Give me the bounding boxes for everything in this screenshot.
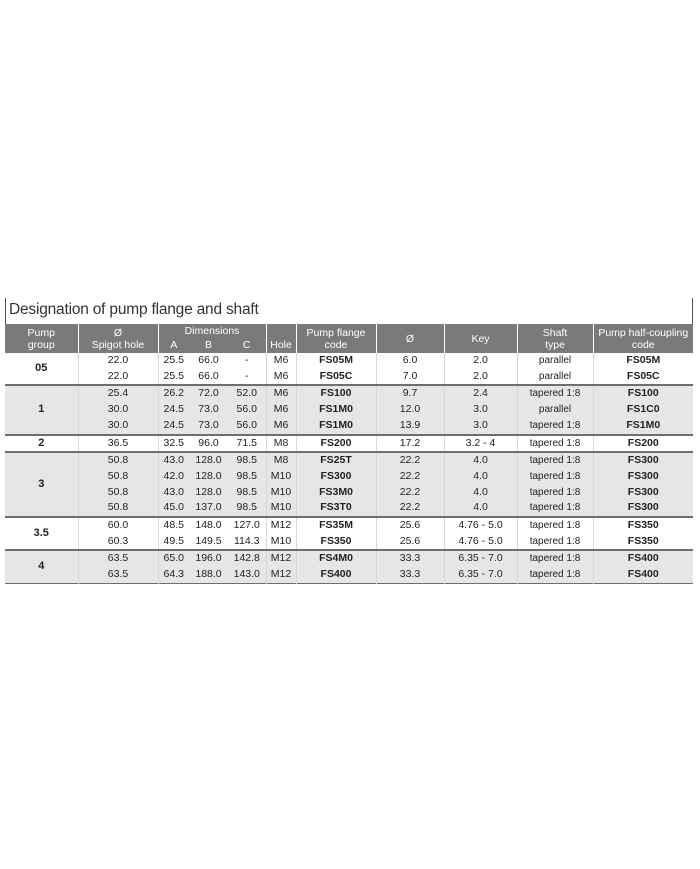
shaft-type-cell: parallel	[517, 369, 593, 386]
coupling-code-cell: FS400	[593, 567, 693, 583]
flange-code-cell: FS05M	[296, 353, 376, 369]
header-dim-b: B	[205, 339, 213, 351]
flange-code-cell: FS300	[296, 469, 376, 485]
diameter-cell: 22.2	[376, 500, 444, 517]
table-panel	[5, 298, 693, 581]
diameter-cell: 13.9	[376, 418, 444, 435]
dim-c-cell: 56.0	[228, 402, 266, 418]
pump-group-cell: 05	[5, 353, 78, 385]
hole-cell: M10	[266, 534, 296, 551]
hole-cell: M10	[266, 469, 296, 485]
flange-code-cell: FS350	[296, 534, 376, 551]
hole-cell: M6	[266, 418, 296, 435]
dim-c-cell: 98.5	[228, 469, 266, 485]
pump-group-cell: 3.5	[5, 517, 78, 550]
flange-code-cell: FS1M0	[296, 418, 376, 435]
header-coupling-line1: Pump half-coupling	[598, 326, 689, 339]
dim-a-cell: 49.5	[158, 534, 189, 551]
header-dimensions	[158, 324, 266, 353]
dim-b-cell: 128.0	[189, 469, 228, 485]
hole-cell: M6	[266, 353, 296, 369]
hole-cell: M6	[266, 385, 296, 402]
dim-c-cell: 98.5	[228, 500, 266, 517]
dim-c-cell: -	[228, 353, 266, 369]
shaft-type-cell: tapered 1:8	[517, 517, 593, 534]
header-flange-line2: code	[324, 338, 348, 351]
header-spigot-line1: Ø	[113, 326, 123, 339]
spigot-cell: 60.0	[78, 517, 158, 534]
diameter-cell: 22.2	[376, 469, 444, 485]
key-cell: 3.0	[444, 418, 517, 435]
coupling-code-cell: FS350	[593, 534, 693, 551]
hole-cell: M8	[266, 435, 296, 453]
dim-b-cell: 149.5	[189, 534, 228, 551]
diameter-cell: 25.6	[376, 534, 444, 551]
dim-b-cell: 128.0	[189, 452, 228, 469]
table-row	[5, 353, 693, 369]
dim-a-cell: 65.0	[158, 550, 189, 567]
hole-cell: M6	[266, 369, 296, 386]
coupling-code-cell: FS300	[593, 485, 693, 501]
key-cell: 4.0	[444, 485, 517, 501]
dim-c-cell: 143.0	[228, 567, 266, 583]
dim-c-cell: 56.0	[228, 418, 266, 435]
spigot-cell: 50.8	[78, 485, 158, 501]
header-dim-a: A	[170, 339, 178, 351]
pump-group-cell: 2	[5, 435, 78, 453]
dim-b-cell: 72.0	[189, 385, 228, 402]
header-spigot-hole	[78, 324, 158, 353]
hole-cell: M8	[266, 452, 296, 469]
header-flange-line1: Pump flange	[306, 326, 366, 339]
dim-b-cell: 73.0	[189, 402, 228, 418]
dim-a-cell: 26.2	[158, 385, 189, 402]
flange-code-cell: FS4M0	[296, 550, 376, 567]
diameter-cell: 17.2	[376, 435, 444, 453]
flange-code-cell: FS05C	[296, 369, 376, 386]
hole-cell: M12	[266, 550, 296, 567]
shaft-type-cell: tapered 1:8	[517, 567, 593, 583]
diameter-cell: 22.2	[376, 452, 444, 469]
dim-a-cell: 43.0	[158, 452, 189, 469]
spigot-cell: 60.3	[78, 534, 158, 551]
header-flange-code	[296, 324, 376, 353]
dim-b-cell: 188.0	[189, 567, 228, 583]
dim-b-cell: 128.0	[189, 485, 228, 501]
key-cell: 3.0	[444, 402, 517, 418]
diameter-cell: 33.3	[376, 567, 444, 583]
spigot-cell: 50.8	[78, 452, 158, 469]
dim-b-cell: 73.0	[189, 418, 228, 435]
shaft-type-cell: parallel	[517, 353, 593, 369]
hole-cell: M12	[266, 567, 296, 583]
coupling-code-cell: FS1M0	[593, 418, 693, 435]
table-row	[5, 435, 693, 453]
flange-code-cell: FS200	[296, 435, 376, 453]
dim-a-cell: 64.3	[158, 567, 189, 583]
hole-cell: M12	[266, 517, 296, 534]
table-row	[5, 418, 693, 435]
spigot-cell: 30.0	[78, 418, 158, 435]
dim-a-cell: 32.5	[158, 435, 189, 453]
dim-b-cell: 66.0	[189, 353, 228, 369]
spigot-cell: 50.8	[78, 469, 158, 485]
dim-a-cell: 42.0	[158, 469, 189, 485]
header-pump-group-line1: Pump	[27, 326, 55, 339]
diameter-cell: 33.3	[376, 550, 444, 567]
dim-b-cell: 196.0	[189, 550, 228, 567]
coupling-code-cell: FS300	[593, 500, 693, 517]
dim-b-cell: 66.0	[189, 369, 228, 386]
header-dim-c: C	[242, 339, 251, 351]
key-cell: 3.2 - 4	[444, 435, 517, 453]
key-cell: 6.35 - 7.0	[444, 567, 517, 583]
table-body	[5, 353, 693, 583]
dim-c-cell: -	[228, 369, 266, 386]
shaft-type-cell: parallel	[517, 402, 593, 418]
table-row	[5, 385, 693, 402]
key-cell: 4.76 - 5.0	[444, 534, 517, 551]
coupling-code-cell: FS200	[593, 435, 693, 453]
shaft-type-cell: tapered 1:8	[517, 485, 593, 501]
dim-b-cell: 137.0	[189, 500, 228, 517]
coupling-code-cell: FS05C	[593, 369, 693, 386]
table-row	[5, 534, 693, 551]
pump-flange-table	[5, 324, 693, 584]
table-row	[5, 369, 693, 386]
header-key: Key	[444, 324, 517, 353]
spigot-cell: 22.0	[78, 369, 158, 386]
diameter-cell: 22.2	[376, 485, 444, 501]
header-pump-group	[5, 324, 78, 353]
coupling-code-cell: FS100	[593, 385, 693, 402]
dim-c-cell: 71.5	[228, 435, 266, 453]
shaft-type-cell: tapered 1:8	[517, 469, 593, 485]
dim-c-cell: 142.8	[228, 550, 266, 567]
spigot-cell: 36.5	[78, 435, 158, 453]
flange-code-cell: FS3M0	[296, 485, 376, 501]
dim-b-cell: 96.0	[189, 435, 228, 453]
dim-a-cell: 25.5	[158, 369, 189, 386]
table-title: Designation of pump flange and shaft	[9, 301, 259, 318]
dim-c-cell: 52.0	[228, 385, 266, 402]
header-spigot-line2: Spigot hole	[91, 338, 145, 351]
spigot-cell: 63.5	[78, 550, 158, 567]
pump-group-cell: 4	[5, 550, 78, 583]
flange-code-cell: FS35M	[296, 517, 376, 534]
header-shaft-line1: Shaft	[542, 326, 568, 339]
coupling-code-cell: FS300	[593, 452, 693, 469]
table-row	[5, 469, 693, 485]
shaft-type-cell: tapered 1:8	[517, 500, 593, 517]
header-hole: Hole	[266, 324, 296, 353]
coupling-code-cell: FS05M	[593, 353, 693, 369]
hole-cell: M6	[266, 402, 296, 418]
flange-code-cell: FS1M0	[296, 402, 376, 418]
header-diameter: Ø	[376, 324, 444, 353]
diameter-cell: 12.0	[376, 402, 444, 418]
flange-code-cell: FS25T	[296, 452, 376, 469]
table-row	[5, 485, 693, 501]
dim-a-cell: 48.5	[158, 517, 189, 534]
spigot-cell: 30.0	[78, 402, 158, 418]
header-pump-group-line2: group	[27, 338, 55, 351]
spigot-cell: 22.0	[78, 353, 158, 369]
coupling-code-cell: FS300	[593, 469, 693, 485]
hole-cell: M10	[266, 500, 296, 517]
table-row	[5, 452, 693, 469]
dim-a-cell: 45.0	[158, 500, 189, 517]
diameter-cell: 25.6	[376, 517, 444, 534]
key-cell: 4.0	[444, 452, 517, 469]
diameter-cell: 6.0	[376, 353, 444, 369]
coupling-code-cell: FS1C0	[593, 402, 693, 418]
key-cell: 2.4	[444, 385, 517, 402]
dim-c-cell: 127.0	[228, 517, 266, 534]
diameter-cell: 7.0	[376, 369, 444, 386]
shaft-type-cell: tapered 1:8	[517, 418, 593, 435]
header-shaft-type	[517, 324, 593, 353]
header-shaft-line2: type	[545, 338, 565, 351]
spigot-cell: 25.4	[78, 385, 158, 402]
table-row	[5, 550, 693, 567]
shaft-type-cell: tapered 1:8	[517, 435, 593, 453]
pump-group-cell: 1	[5, 385, 78, 434]
shaft-type-cell: tapered 1:8	[517, 385, 593, 402]
key-cell: 4.0	[444, 469, 517, 485]
shaft-type-cell: tapered 1:8	[517, 452, 593, 469]
hole-cell: M10	[266, 485, 296, 501]
header-dimensions-label: Dimensions	[184, 325, 240, 337]
dim-a-cell: 43.0	[158, 485, 189, 501]
header-coupling-line2: code	[631, 338, 655, 351]
table-row	[5, 500, 693, 517]
key-cell: 4.76 - 5.0	[444, 517, 517, 534]
dim-c-cell: 114.3	[228, 534, 266, 551]
dim-c-cell: 98.5	[228, 452, 266, 469]
key-cell: 2.0	[444, 353, 517, 369]
diameter-cell: 9.7	[376, 385, 444, 402]
dim-a-cell: 25.5	[158, 353, 189, 369]
dim-b-cell: 148.0	[189, 517, 228, 534]
flange-code-cell: FS3T0	[296, 500, 376, 517]
key-cell: 2.0	[444, 369, 517, 386]
shaft-type-cell: tapered 1:8	[517, 550, 593, 567]
table-row	[5, 402, 693, 418]
header-coupling-code	[593, 324, 693, 353]
pump-group-cell: 3	[5, 452, 78, 517]
header-row	[5, 324, 693, 353]
table-row	[5, 517, 693, 534]
coupling-code-cell: FS350	[593, 517, 693, 534]
shaft-type-cell: tapered 1:8	[517, 534, 593, 551]
spigot-cell: 63.5	[78, 567, 158, 583]
flange-code-cell: FS100	[296, 385, 376, 402]
coupling-code-cell: FS400	[593, 550, 693, 567]
dim-c-cell: 98.5	[228, 485, 266, 501]
spigot-cell: 50.8	[78, 500, 158, 517]
key-cell: 6.35 - 7.0	[444, 550, 517, 567]
dim-a-cell: 24.5	[158, 402, 189, 418]
table-row	[5, 567, 693, 583]
flange-code-cell: FS400	[296, 567, 376, 583]
dim-a-cell: 24.5	[158, 418, 189, 435]
key-cell: 4.0	[444, 500, 517, 517]
